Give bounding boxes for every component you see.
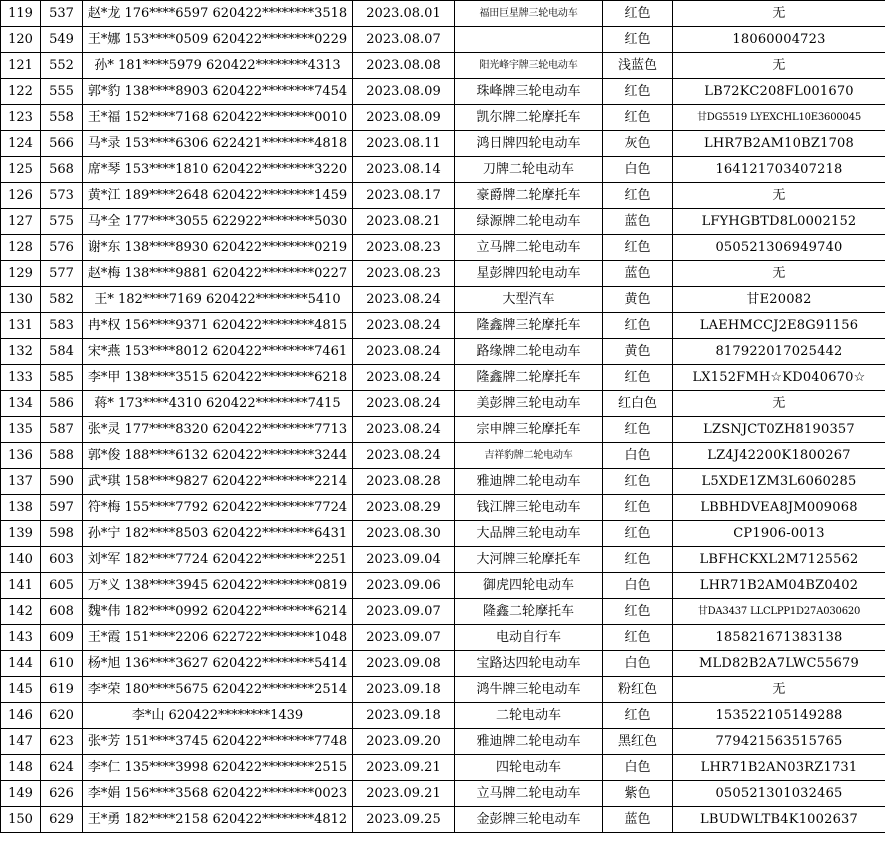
cell-color: 白色 (603, 573, 673, 599)
cell-color: 红色 (603, 521, 673, 547)
cell-owner: 魏*伟 182****0992 620422********6214 (83, 599, 353, 625)
cell-record-no: 582 (41, 287, 83, 313)
cell-record-no: 619 (41, 677, 83, 703)
cell-date: 2023.08.23 (353, 235, 455, 261)
cell-seq: 139 (1, 521, 41, 547)
cell-owner: 王*娜 153****0509 620422********0229 (83, 27, 353, 53)
cell-vehicle: 隆鑫牌二轮摩托车 (455, 365, 603, 391)
cell-color: 蓝色 (603, 261, 673, 287)
table-row (1, 729, 885, 755)
cell-vehicle-id: LZ4J42200K1800267 (673, 443, 885, 469)
cell-vehicle: 大河牌三轮摩托车 (455, 547, 603, 573)
cell-vehicle-id: LBUDWLTB4K1002637 (673, 807, 885, 833)
cell-record-no: 609 (41, 625, 83, 651)
cell-record-no: 576 (41, 235, 83, 261)
cell-seq: 128 (1, 235, 41, 261)
cell-vehicle: 电动自行车 (455, 625, 603, 651)
cell-vehicle: 宝路达四轮电动车 (455, 651, 603, 677)
cell-date: 2023.09.20 (353, 729, 455, 755)
cell-vehicle-id: LHR71B2AN03RZ1731 (673, 755, 885, 781)
cell-vehicle: 立马牌二轮电动车 (455, 781, 603, 807)
cell-owner: 马*全 177****3055 622922********5030 (83, 209, 353, 235)
cell-vehicle-id: 18060004723 (673, 27, 885, 53)
cell-record-no: 537 (41, 1, 83, 27)
cell-color: 白色 (603, 755, 673, 781)
cell-color: 红色 (603, 599, 673, 625)
cell-color: 红色 (603, 235, 673, 261)
table-row (1, 339, 885, 365)
cell-owner: 郭*豹 138****8903 620422********7454 (83, 79, 353, 105)
cell-owner: 李*仁 135****3998 620422********2515 (83, 755, 353, 781)
cell-color: 红色 (603, 469, 673, 495)
cell-owner: 李*荣 180****5675 620422********2514 (83, 677, 353, 703)
cell-record-no: 575 (41, 209, 83, 235)
cell-seq: 148 (1, 755, 41, 781)
table-row (1, 131, 885, 157)
cell-seq: 138 (1, 495, 41, 521)
cell-owner: 郭*俊 188****6132 620422********3244 (83, 443, 353, 469)
cell-record-no: 629 (41, 807, 83, 833)
cell-color: 紫色 (603, 781, 673, 807)
cell-date: 2023.08.24 (353, 443, 455, 469)
cell-vehicle-id: 050521306949740 (673, 235, 885, 261)
table-row (1, 755, 885, 781)
cell-vehicle-id: 甘DA3437 LLCLPP1D27A030620 (673, 599, 885, 625)
cell-color: 浅蓝色 (603, 53, 673, 79)
cell-owner: 王* 182****7169 620422********5410 (83, 287, 353, 313)
cell-owner: 张*芳 151****3745 620422********7748 (83, 729, 353, 755)
cell-date: 2023.08.21 (353, 209, 455, 235)
table-row (1, 157, 885, 183)
table-row (1, 703, 885, 729)
cell-seq: 144 (1, 651, 41, 677)
cell-owner: 马*录 153****6306 622421********4818 (83, 131, 353, 157)
cell-owner: 黄*江 189****2648 620422********1459 (83, 183, 353, 209)
cell-vehicle: 御虎四轮电动车 (455, 573, 603, 599)
cell-vehicle-id: LZSNJCT0ZH8190357 (673, 417, 885, 443)
cell-color: 白色 (603, 157, 673, 183)
cell-date: 2023.09.25 (353, 807, 455, 833)
table-row (1, 521, 885, 547)
cell-seq: 140 (1, 547, 41, 573)
cell-vehicle-id: LAEHMCCJ2E8G91156 (673, 313, 885, 339)
cell-record-no: 587 (41, 417, 83, 443)
cell-color: 红色 (603, 183, 673, 209)
table-row (1, 573, 885, 599)
cell-color: 黑红色 (603, 729, 673, 755)
cell-vehicle-id: LFYHGBTD8L0002152 (673, 209, 885, 235)
table-row (1, 27, 885, 53)
cell-color: 白色 (603, 443, 673, 469)
cell-vehicle-id: 164121703407218 (673, 157, 885, 183)
cell-date: 2023.08.14 (353, 157, 455, 183)
cell-color: 蓝色 (603, 209, 673, 235)
cell-record-no: 623 (41, 729, 83, 755)
cell-record-no: 597 (41, 495, 83, 521)
cell-record-no: 620 (41, 703, 83, 729)
table-row (1, 53, 885, 79)
cell-vehicle: 吉祥豹牌二轮电动车 (455, 443, 603, 469)
cell-date: 2023.08.24 (353, 365, 455, 391)
cell-seq: 130 (1, 287, 41, 313)
cell-record-no: 586 (41, 391, 83, 417)
cell-record-no: 626 (41, 781, 83, 807)
cell-seq: 146 (1, 703, 41, 729)
cell-date: 2023.09.21 (353, 755, 455, 781)
cell-vehicle: 雅迪牌二轮电动车 (455, 729, 603, 755)
cell-color: 粉红色 (603, 677, 673, 703)
cell-owner: 王*福 152****7168 620422********0010 (83, 105, 353, 131)
table-row (1, 391, 885, 417)
cell-seq: 137 (1, 469, 41, 495)
cell-vehicle: 鸿牛牌三轮电动车 (455, 677, 603, 703)
cell-vehicle: 美彭牌三轮电动车 (455, 391, 603, 417)
cell-date: 2023.08.08 (353, 53, 455, 79)
cell-record-no: 610 (41, 651, 83, 677)
cell-record-no: 568 (41, 157, 83, 183)
cell-seq: 147 (1, 729, 41, 755)
cell-vehicle-id: 甘DG5519 LYEXCHL10E3600045 (673, 105, 885, 131)
cell-record-no: 583 (41, 313, 83, 339)
table-row (1, 651, 885, 677)
cell-vehicle: 凯尔牌二轮摩托车 (455, 105, 603, 131)
table-row (1, 365, 885, 391)
cell-owner: 孙* 181****5979 620422********4313 (83, 53, 353, 79)
cell-seq: 126 (1, 183, 41, 209)
cell-color: 红色 (603, 27, 673, 53)
cell-vehicle-id: LX152FMH☆KD040670☆ (673, 365, 885, 391)
cell-owner: 赵*梅 138****9881 620422********0227 (83, 261, 353, 287)
table-row (1, 547, 885, 573)
cell-color: 红色 (603, 105, 673, 131)
table-row (1, 443, 885, 469)
cell-record-no: 605 (41, 573, 83, 599)
cell-date: 2023.09.18 (353, 677, 455, 703)
cell-seq: 143 (1, 625, 41, 651)
cell-owner: 杨*旭 136****3627 620422********5414 (83, 651, 353, 677)
cell-record-no: 573 (41, 183, 83, 209)
table-row (1, 807, 885, 833)
cell-date: 2023.08.24 (353, 417, 455, 443)
table-row (1, 625, 885, 651)
cell-color: 红色 (603, 703, 673, 729)
cell-owner: 冉*权 156****9371 620422********4815 (83, 313, 353, 339)
cell-record-no: 566 (41, 131, 83, 157)
table-row (1, 183, 885, 209)
cell-seq: 131 (1, 313, 41, 339)
cell-vehicle-id: 817922017025442 (673, 339, 885, 365)
table-body (1, 1, 885, 833)
cell-seq: 120 (1, 27, 41, 53)
cell-record-no: 577 (41, 261, 83, 287)
table-row (1, 599, 885, 625)
cell-owner: 万*义 138****3945 620422********0819 (83, 573, 353, 599)
cell-vehicle: 珠峰牌三轮电动车 (455, 79, 603, 105)
cell-seq: 134 (1, 391, 41, 417)
table-row (1, 79, 885, 105)
cell-owner: 李*甲 138****3515 620422********6218 (83, 365, 353, 391)
cell-vehicle: 立马牌二轮电动车 (455, 235, 603, 261)
cell-seq: 125 (1, 157, 41, 183)
cell-vehicle-id: LBBHDVEA8JM009068 (673, 495, 885, 521)
cell-vehicle: 路缘牌二轮电动车 (455, 339, 603, 365)
cell-owner: 刘*军 182****7724 620422********2251 (83, 547, 353, 573)
cell-vehicle: 隆鑫牌三轮摩托车 (455, 313, 603, 339)
cell-color: 黄色 (603, 287, 673, 313)
cell-record-no: 590 (41, 469, 83, 495)
cell-vehicle (455, 27, 603, 53)
cell-owner: 赵*龙 176****6597 620422********3518 (83, 1, 353, 27)
cell-record-no: 558 (41, 105, 83, 131)
cell-color: 红色 (603, 625, 673, 651)
cell-seq: 141 (1, 573, 41, 599)
cell-vehicle-id: LHR71B2AM04BZ0402 (673, 573, 885, 599)
cell-date: 2023.08.01 (353, 1, 455, 27)
table-row (1, 495, 885, 521)
cell-vehicle-id: 无 (673, 1, 885, 27)
cell-date: 2023.08.24 (353, 391, 455, 417)
cell-owner: 符*梅 155****7792 620422********7724 (83, 495, 353, 521)
cell-owner: 李*娟 156****3568 620422********0023 (83, 781, 353, 807)
cell-owner: 王*霞 151****2206 622722********1048 (83, 625, 353, 651)
cell-date: 2023.08.17 (353, 183, 455, 209)
cell-vehicle: 隆鑫二轮摩托车 (455, 599, 603, 625)
cell-vehicle-id: 甘E20082 (673, 287, 885, 313)
cell-date: 2023.08.23 (353, 261, 455, 287)
table-row (1, 313, 885, 339)
table-row (1, 235, 885, 261)
cell-seq: 142 (1, 599, 41, 625)
cell-color: 红色 (603, 417, 673, 443)
cell-vehicle: 雅迪牌二轮电动车 (455, 469, 603, 495)
cell-seq: 133 (1, 365, 41, 391)
cell-record-no: 598 (41, 521, 83, 547)
cell-vehicle-id: 185821671383138 (673, 625, 885, 651)
cell-vehicle: 豪爵牌二轮摩托车 (455, 183, 603, 209)
cell-date: 2023.09.07 (353, 625, 455, 651)
cell-vehicle-id: L5XDE1ZM3L6060285 (673, 469, 885, 495)
cell-record-no: 552 (41, 53, 83, 79)
cell-vehicle-id: 无 (673, 183, 885, 209)
cell-date: 2023.09.21 (353, 781, 455, 807)
cell-vehicle: 四轮电动车 (455, 755, 603, 781)
cell-seq: 122 (1, 79, 41, 105)
cell-seq: 135 (1, 417, 41, 443)
cell-vehicle: 鸿日牌四轮电动车 (455, 131, 603, 157)
cell-record-no: 585 (41, 365, 83, 391)
cell-seq: 123 (1, 105, 41, 131)
cell-vehicle: 星彭牌四轮电动车 (455, 261, 603, 287)
cell-color: 红色 (603, 313, 673, 339)
cell-color: 红色 (603, 547, 673, 573)
cell-date: 2023.09.18 (353, 703, 455, 729)
cell-seq: 129 (1, 261, 41, 287)
cell-record-no: 603 (41, 547, 83, 573)
cell-vehicle: 阳光峰宇牌三轮电动车 (455, 53, 603, 79)
cell-owner: 孙*宁 182****8503 620422********6431 (83, 521, 353, 547)
table-row (1, 677, 885, 703)
cell-vehicle-id: LHR7B2AM10BZ1708 (673, 131, 885, 157)
cell-date: 2023.08.24 (353, 339, 455, 365)
cell-date: 2023.09.07 (353, 599, 455, 625)
cell-record-no: 584 (41, 339, 83, 365)
cell-color: 灰色 (603, 131, 673, 157)
cell-date: 2023.08.11 (353, 131, 455, 157)
cell-date: 2023.09.08 (353, 651, 455, 677)
cell-vehicle-id: 050521301032465 (673, 781, 885, 807)
cell-date: 2023.09.06 (353, 573, 455, 599)
cell-date: 2023.08.28 (353, 469, 455, 495)
cell-color: 红色 (603, 495, 673, 521)
cell-vehicle: 福田巨星牌三轮电动车 (455, 1, 603, 27)
cell-record-no: 588 (41, 443, 83, 469)
cell-color: 红色 (603, 365, 673, 391)
cell-date: 2023.09.04 (353, 547, 455, 573)
cell-owner: 蒋* 173****4310 620422********7415 (83, 391, 353, 417)
table-row (1, 105, 885, 131)
cell-seq: 119 (1, 1, 41, 27)
cell-owner: 宋*燕 153****8012 620422********7461 (83, 339, 353, 365)
cell-vehicle: 金彭牌三轮电动车 (455, 807, 603, 833)
cell-date: 2023.08.30 (353, 521, 455, 547)
cell-record-no: 555 (41, 79, 83, 105)
cell-owner: 武*琪 158****9827 620422********2214 (83, 469, 353, 495)
cell-vehicle-id: LB72KC208FL001670 (673, 79, 885, 105)
table-row (1, 261, 885, 287)
cell-vehicle-id: 无 (673, 53, 885, 79)
cell-color: 蓝色 (603, 807, 673, 833)
cell-seq: 150 (1, 807, 41, 833)
table-row (1, 287, 885, 313)
cell-vehicle-id: 无 (673, 677, 885, 703)
cell-seq: 145 (1, 677, 41, 703)
cell-color: 红色 (603, 1, 673, 27)
cell-owner: 王*勇 182****2158 620422********4812 (83, 807, 353, 833)
cell-date: 2023.08.07 (353, 27, 455, 53)
cell-vehicle-id: CP1906-0013 (673, 521, 885, 547)
cell-date: 2023.08.09 (353, 105, 455, 131)
cell-seq: 132 (1, 339, 41, 365)
cell-date: 2023.08.09 (353, 79, 455, 105)
cell-vehicle: 大型汽车 (455, 287, 603, 313)
cell-owner: 席*琴 153****1810 620422********3220 (83, 157, 353, 183)
cell-color: 黄色 (603, 339, 673, 365)
cell-vehicle: 宗申牌三轮摩托车 (455, 417, 603, 443)
cell-vehicle: 刀牌二轮电动车 (455, 157, 603, 183)
cell-vehicle-id: 无 (673, 261, 885, 287)
cell-vehicle-id: 779421563515765 (673, 729, 885, 755)
cell-color: 红白色 (603, 391, 673, 417)
cell-date: 2023.08.24 (353, 287, 455, 313)
cell-date: 2023.08.24 (353, 313, 455, 339)
cell-vehicle-id: MLD82B2A7LWC55679 (673, 651, 885, 677)
cell-record-no: 549 (41, 27, 83, 53)
cell-owner: 谢*东 138****8930 620422********0219 (83, 235, 353, 261)
cell-seq: 124 (1, 131, 41, 157)
cell-owner: 李*山 620422********1439 (83, 703, 353, 729)
table-row (1, 781, 885, 807)
table-row (1, 1, 885, 27)
table-row (1, 209, 885, 235)
cell-seq: 136 (1, 443, 41, 469)
cell-color: 白色 (603, 651, 673, 677)
cell-vehicle: 绿源牌二轮电动车 (455, 209, 603, 235)
cell-record-no: 624 (41, 755, 83, 781)
table-row (1, 417, 885, 443)
cell-vehicle: 钱江牌三轮电动车 (455, 495, 603, 521)
cell-vehicle-id: 153522105149288 (673, 703, 885, 729)
cell-record-no: 608 (41, 599, 83, 625)
cell-seq: 127 (1, 209, 41, 235)
table-row (1, 469, 885, 495)
cell-vehicle-id: LBFHCKXL2M7125562 (673, 547, 885, 573)
cell-seq: 121 (1, 53, 41, 79)
cell-seq: 149 (1, 781, 41, 807)
cell-vehicle-id: 无 (673, 391, 885, 417)
cell-vehicle: 二轮电动车 (455, 703, 603, 729)
cell-vehicle: 大品牌三轮电动车 (455, 521, 603, 547)
cell-owner: 张*灵 177****8320 620422********7713 (83, 417, 353, 443)
cell-color: 红色 (603, 79, 673, 105)
cell-date: 2023.08.29 (353, 495, 455, 521)
